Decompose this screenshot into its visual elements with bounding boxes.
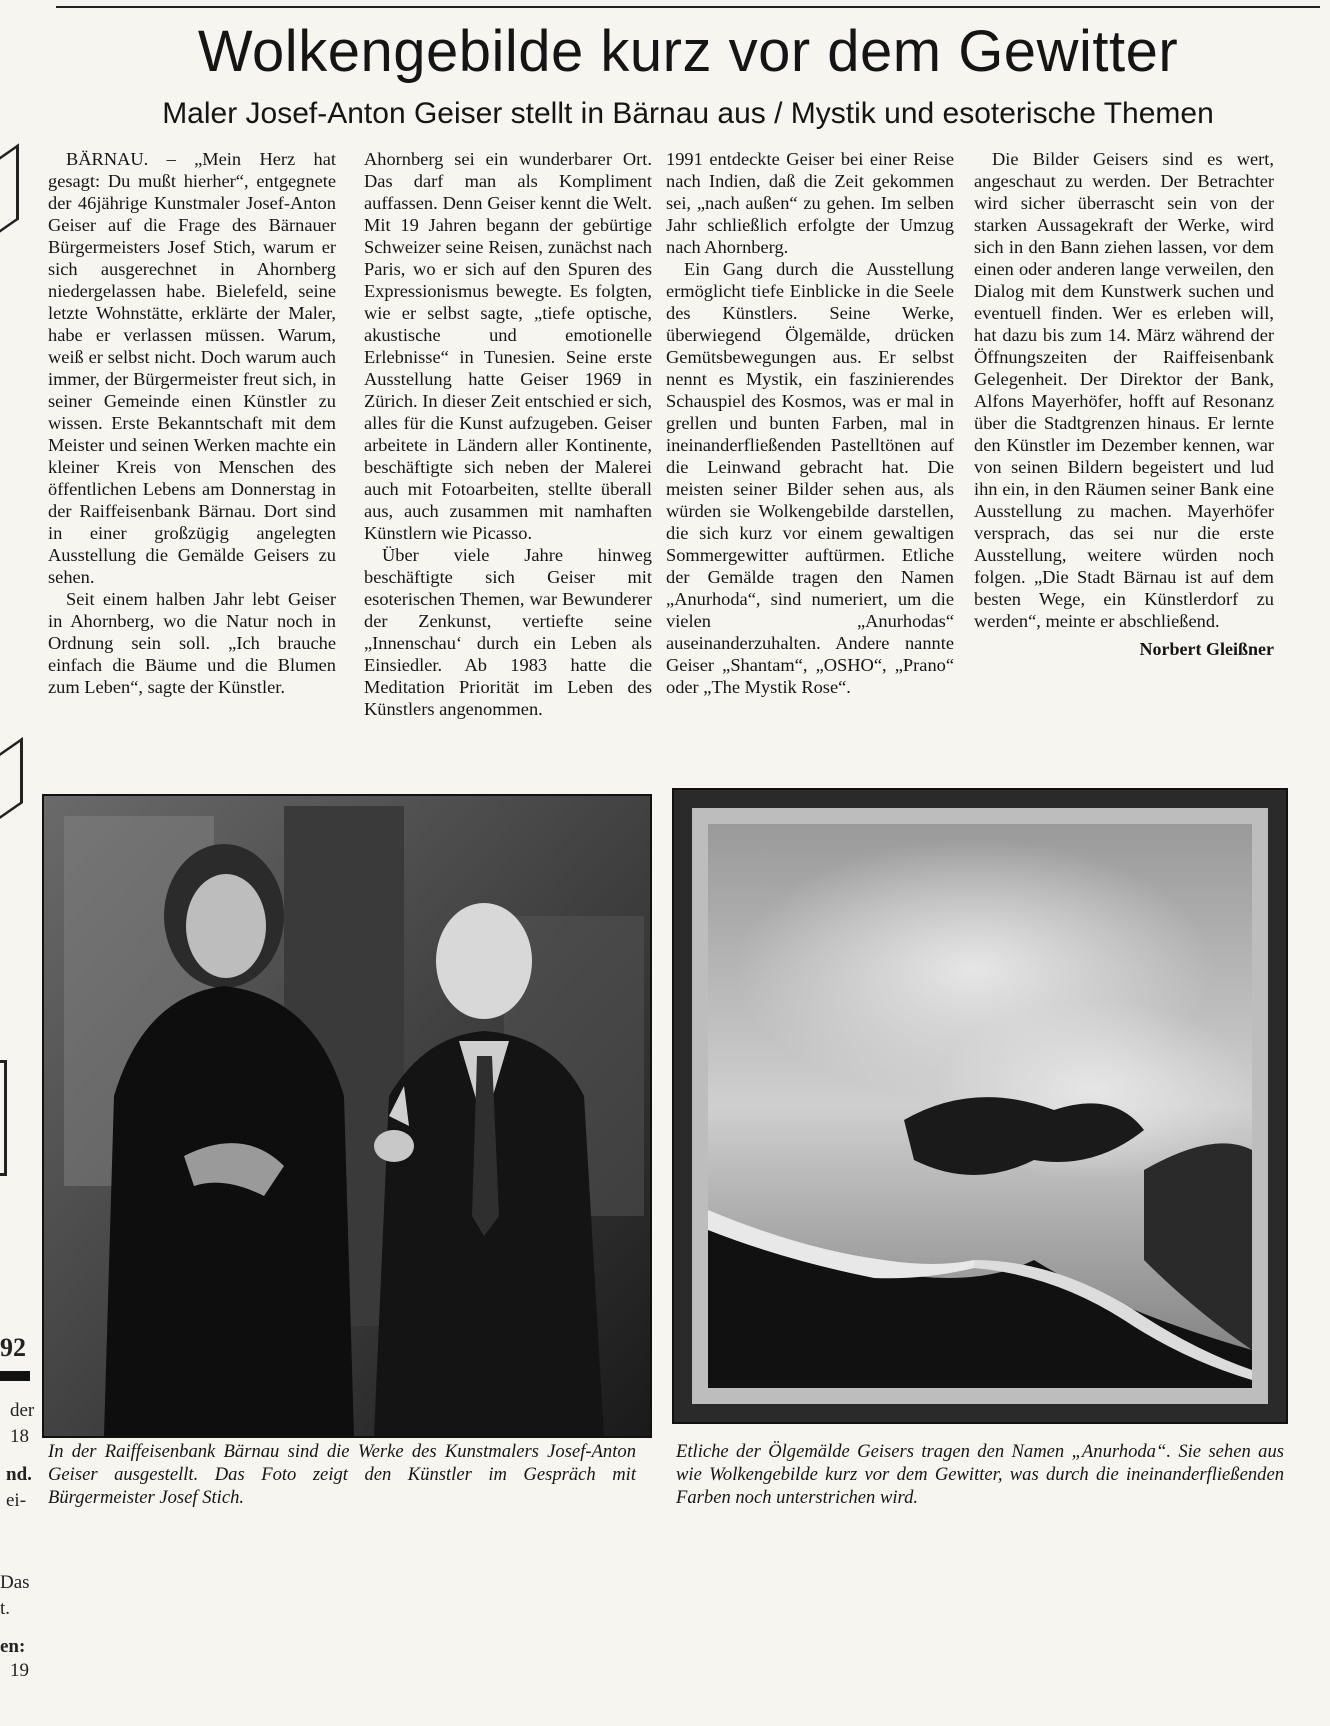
margin-fragment: nd. — [6, 1464, 32, 1485]
photo-artist-and-mayor — [42, 794, 652, 1438]
photo-illustration — [44, 796, 650, 1436]
margin-fragment: der — [10, 1400, 35, 1421]
painting-illustration — [674, 790, 1286, 1422]
column-1 — [48, 148, 336, 778]
author-byline: Norbert Gleißner — [1139, 639, 1274, 659]
subheadline: Maler Josef-Anton Geiser stellt in Bärnau aus / Mystik und esoterische Themen — [162, 97, 1214, 130]
margin-year-fragment: 92 — [0, 1333, 26, 1362]
column-4 — [974, 148, 1274, 778]
paragraph: Seit einem halben Jahr lebt Geiser in Ahornberg, wo die Natur noch in Ordnung sein soll. „Ich brauche einfach die Bäume und die Blumen zum Leben“, sagte der Künstler. — [48, 589, 336, 697]
paragraph: 1991 entdeckte Geiser bei einer Reise nach Indien, daß die Zeit gekommen sei, „nach außen“ zu gehen. Im selben Jahr schließlich erfolgte der Umzug nach Ahornberg. — [666, 149, 954, 257]
paragraph: Ein Gang durch die Ausstellung ermöglicht tiefe Einblicke in die Seele des Künstlers. Seine Werke, überwiegend Ölgemälde, drücken Gemütsbewegungen aus. Er selbst nennt es Mystik, ein faszinierendes Schauspiel des Kosmos, was er mal in grellen und bunten Farben, mal in ineinanderfließenden Pastelltönen auf die Leinwand gebracht hat. Die meisten seiner Bilder sehen aus, als würden sie Wolkengebilde darstellen, die sich kurz vor einem gewaltigen Sommergewitter auftürmen. Etliche der Gemälde tragen den Namen „Anurhoda“, sind numeriert, um die vielen „Anurhodas“ auseinanderzuhalten. Andere nannte Geiser „Shantam“, „OSHO“, „Prano“ oder „The Mystik Rose“. — [666, 259, 954, 697]
margin-fragment: t. — [0, 1598, 11, 1619]
margin-box-shape — [0, 143, 19, 232]
column-3 — [666, 148, 954, 778]
margin-fragment: 19 — [10, 1660, 29, 1681]
paragraph: BÄRNAU. – „Mein Herz hat gesagt: Du mußt hierher“, entgegnete der 46jährige Kunstmaler Josef-Anton Geiser auf die Frage des Bärnauer Bürgermeisters Josef Stich, warum er sich ausgerechnet in Ahornberg niedergelassen habe. Bielefeld, seine letzte Wohnstätte, erklärte der Maler, habe er verlassen müssen. Warum, weiß er selbst nicht. Doch warum auch immer, der Bürgermeister freut sich, in seiner Gemeinde einen Künstler zu wissen. Erste Bekanntschaft mit dem Meister und seinen Werken machte ein kleiner Kreis von Menschen des öffentlichen Lebens am Donnerstag in der Raiffeisenbank Bärnau. Dort sind in einer großzügig angelegten Ausstellung die Gemälde Geisers zu sehen. — [48, 149, 336, 587]
margin-fragment: 18 — [10, 1426, 29, 1447]
margin-box-shape — [0, 1060, 7, 1176]
article-body — [48, 148, 1284, 778]
headline: Wolkengebilde kurz vor dem Gewitter — [197, 19, 1179, 84]
paragraph: Die Bilder Geisers sind es wert, angeschaut zu werden. Der Betrachter wird sicher überrascht sein von der starken Aussagekraft der Werke, wird sich in den Bann ziehen lassen, vor dem einen oder anderen lange verweilen, den Dialog mit dem Kunstwerk suchen und eventuell finden. Wer es erleben will, hat dazu bis zum 14. März während der Öffnungszeiten der Raiffeisenbank Gelegenheit. Der Direktor der Bank, Alfons Mayerhöfer, hofft auf Resonanz über die Stadtgrenzen hinaus. Er lernte den Künstler im Dezember kennen, war von seinen Bildern begeistert und lud ihn ein, in den Räumen seiner Bank eine Ausstellung zu machen. Mayerhöfer versprach, das sei nur die erste Ausstellung, weitere würden noch folgen. „Die Stadt Bärnau ist auf dem besten Wege, ein Künstlerdorf zu werden“, meinte er abschließend. — [974, 149, 1274, 631]
photo-painting-anurhoda — [672, 788, 1288, 1424]
column-2 — [364, 148, 652, 778]
paragraph: Über viele Jahre hinweg beschäftigte sich Geiser mit esoterischen Themen, war Bewunderer der Zenkunst, vertiefte seine „Innenschau‘ durch ein Leben als Einsiedler. Ab 1983 hatte die Meditation Priorität im Leben des Künstlers angenommen. — [364, 545, 652, 719]
caption-left: In der Raiffeisenbank Bärnau sind die Werke des Kunstmalers Josef-Anton Geiser ausgestellt. Das Foto zeigt den Künstler im Gespräch mit Bürgermeister Josef Stich. — [48, 1441, 636, 1508]
paragraph: Ahornberg sei ein wunderbarer Ort. Das darf man als Kompliment auffassen. Denn Geiser kennt die Welt. Mit 19 Jahren begann der gebürtige Schweizer seine Reisen, zunächst nach Paris, wo er sich auf den Spuren des Expressionismus bewegte. Es folgten, wie er selbst sagte, „tiefe optische, akustische und emotionelle Erlebnisse“ in Tunesien. Seine erste Ausstellung hatte Geiser 1969 in Zürich. In dieser Zeit entschied er sich, alles für die Kunst aufzugeben. Geiser arbeitete in Ländern aller Kontinente, beschäftigte sich neben der Malerei auch mit Fotoarbeiten, stellte überall aus, auch zusammen mit namhaften Künstlern wie Picasso. — [364, 149, 652, 543]
margin-fragment: Das — [0, 1572, 30, 1593]
caption-right: Etliche der Ölgemälde Geisers tragen den Namen „Anurhoda“. Sie sehen aus wie Wolkengebilde kurz vor dem Gewitter, was durch die ineinanderfließenden Farben noch unterstrichen wird. — [676, 1441, 1284, 1508]
margin-fragment: en: — [0, 1636, 26, 1657]
margin-box-shape — [0, 737, 23, 819]
top-rule — [56, 6, 1320, 8]
margin-fragment: ei- — [6, 1490, 27, 1511]
margin-bar — [0, 1371, 30, 1381]
